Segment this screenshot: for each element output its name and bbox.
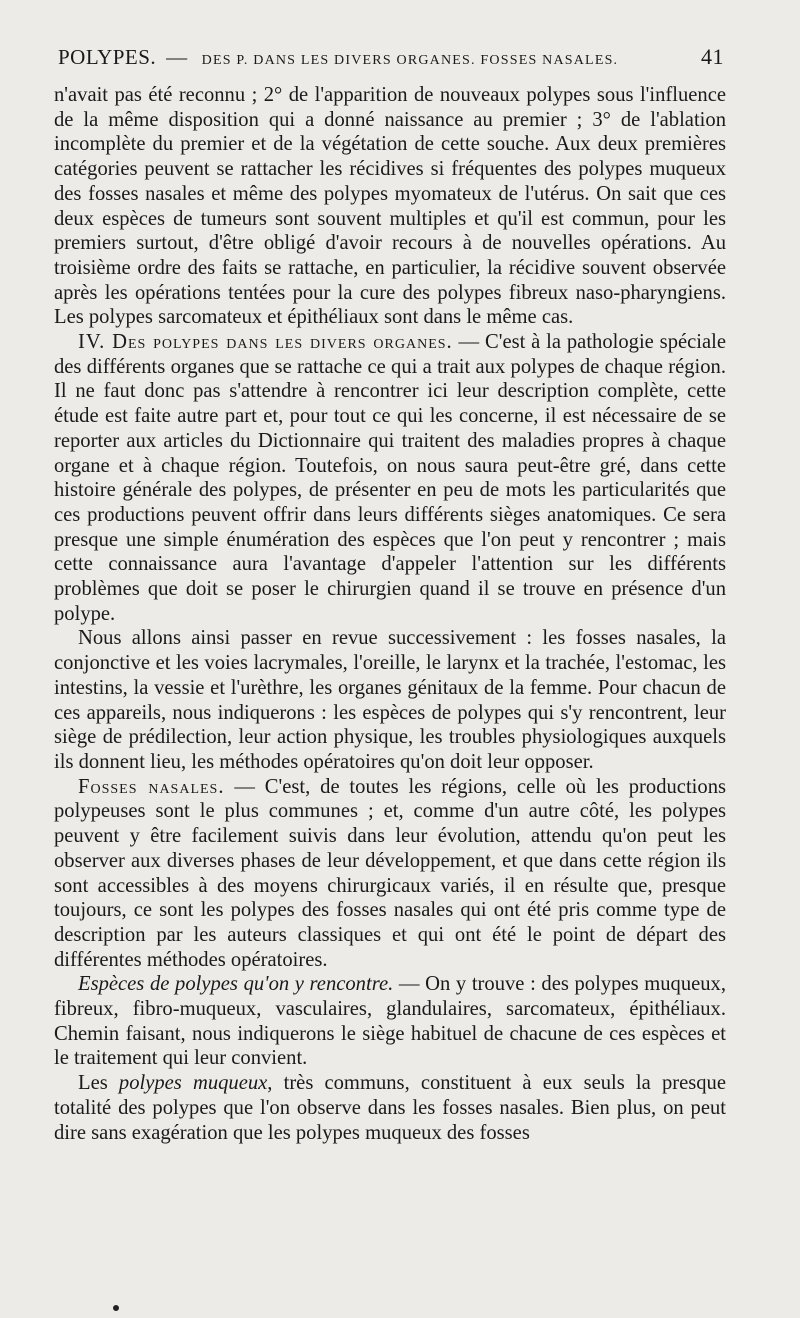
running-header: [58, 44, 724, 74]
paragraph-6: [54, 1071, 726, 1145]
ink-spot: [113, 1305, 119, 1311]
section-heading-fosses-nasales: Fosses nasales.: [78, 775, 225, 798]
paragraph-2: [54, 330, 726, 626]
page-number: 41: [701, 44, 724, 69]
section-heading-iv: IV. Des polypes dans les divers organes.: [78, 331, 453, 354]
paragraph-4-text: — C'est, de toutes les régions, celle où les productions polypeuses sont le plus communes ; et, comme d'un autre côté, les polypes peuvent y être facilement suivis dans leur évolution, attendu qu'on peut les observer aux diverses phases de leur développement, et que dans cette région ils sont accessibles à des moyens chirurgicaux variés, il en résulte que, presque toujours, ce sont les polypes des fosses nasales qui ont été pris comme type de description par les auteurs classiques et qui ont été le point de départ des différentes méthodes opératoires.: [54, 775, 727, 971]
paragraph-2-text: — C'est à la pathologie spéciale des différents organes que se rattache ce qui a trait aux polypes de chaque région. Il ne faut donc pas s'attendre à rencontrer ici leur description complète, cette étude est faite autre part et, pour tout ce qui les concerne, il est nécessaire de se reporter aux articles du Dictionnaire qui traitent des maladies propres à chaque organe et à chaque région. Toutefois, on nous saura peut-être gré, dans cette histoire générale des polypes, de présenter en peu de mots les particularités que ces productions peuvent offrir dans leurs différents sièges anatomiques. Ce sera presque une simple énumération des espèces que l'on peut y rencontrer ; mais cette connaissance aura l'avantage d'appeler l'attention sur les différents problèmes que doit se poser le chirurgien quand il se trouve en présence d'un polype.: [54, 331, 726, 625]
header-subtitle: DES P. DANS LES DIVERS ORGANES. FOSSES NASALES.: [201, 53, 619, 68]
header-title: POLYPES.: [58, 45, 157, 69]
paragraph-1: n'avait pas été reconnu ; 2° de l'apparition de nouveaux polypes sous l'influence de la même disposition qui a donné naissance au premier ; 3° de l'ablation incomplète du premier et de la végétation de cette souche. Aux deux premières catégories peuvent se rattacher les récidives si fréquentes des polypes muqueux des fosses nasales et même des polypes myomateux de l'utérus. On sait que ces deux espèces de tumeurs sont souvent multiples et qu'il est commun, pour les premiers surtout, d'être obligé d'avoir recours à de nouvelles opérations. Au troisième ordre des faits se rattache, en particulier, la récidive souvent observée après les opérations tentées pour la cure des polypes fibreux naso-pharyngiens. Les polypes sarcomateux et épithéliaux sont dans le même cas.: [54, 84, 726, 329]
paragraph-5-text: — On y trouve : des polypes muqueux, fibreux, fibro-muqueux, vasculaires, glandulaires, sarcomateux, épithéliaux. Chemin faisant, nous indiquerons le siège habituel de chacune de ces espèces et le traitement qui leur convient.: [54, 973, 727, 1070]
header-dash: —: [166, 45, 188, 69]
paragraph-3: Nous allons ainsi passer en revue successivement : les fosses nasales, la conjonctive et les voies lacrymales, l'oreille, le larynx et la trachée, l'estomac, les intestins, la vessie et l'urèthre, les organes génitaux de la femme. Pour chacun de ces appareils, nous indiquerons : les espèces de polypes qui s'y rencontrent, leur siège de prédilection, leur action physique, les troubles physiologiques auxquels ils donnent lieu, les méthodes opératoires qu'on doit leur opposer.: [54, 627, 726, 773]
paragraph-6-text: , très communs, constituent à eux seuls la presque totalité des polypes que l'on observe dans les fosses nasales. Bien plus, on peut dire sans exagération que les polypes muqueux des fosses: [54, 1072, 726, 1144]
paragraph-6-start: Les: [78, 1072, 119, 1095]
term-polypes-muqueux: polypes muqueux: [118, 1072, 268, 1095]
subheading-especes: Espèces de polypes qu'on y rencontre.: [78, 973, 394, 996]
paragraph-4: [54, 775, 726, 973]
paragraph-5: [54, 972, 726, 1071]
body-text: [54, 83, 726, 1145]
